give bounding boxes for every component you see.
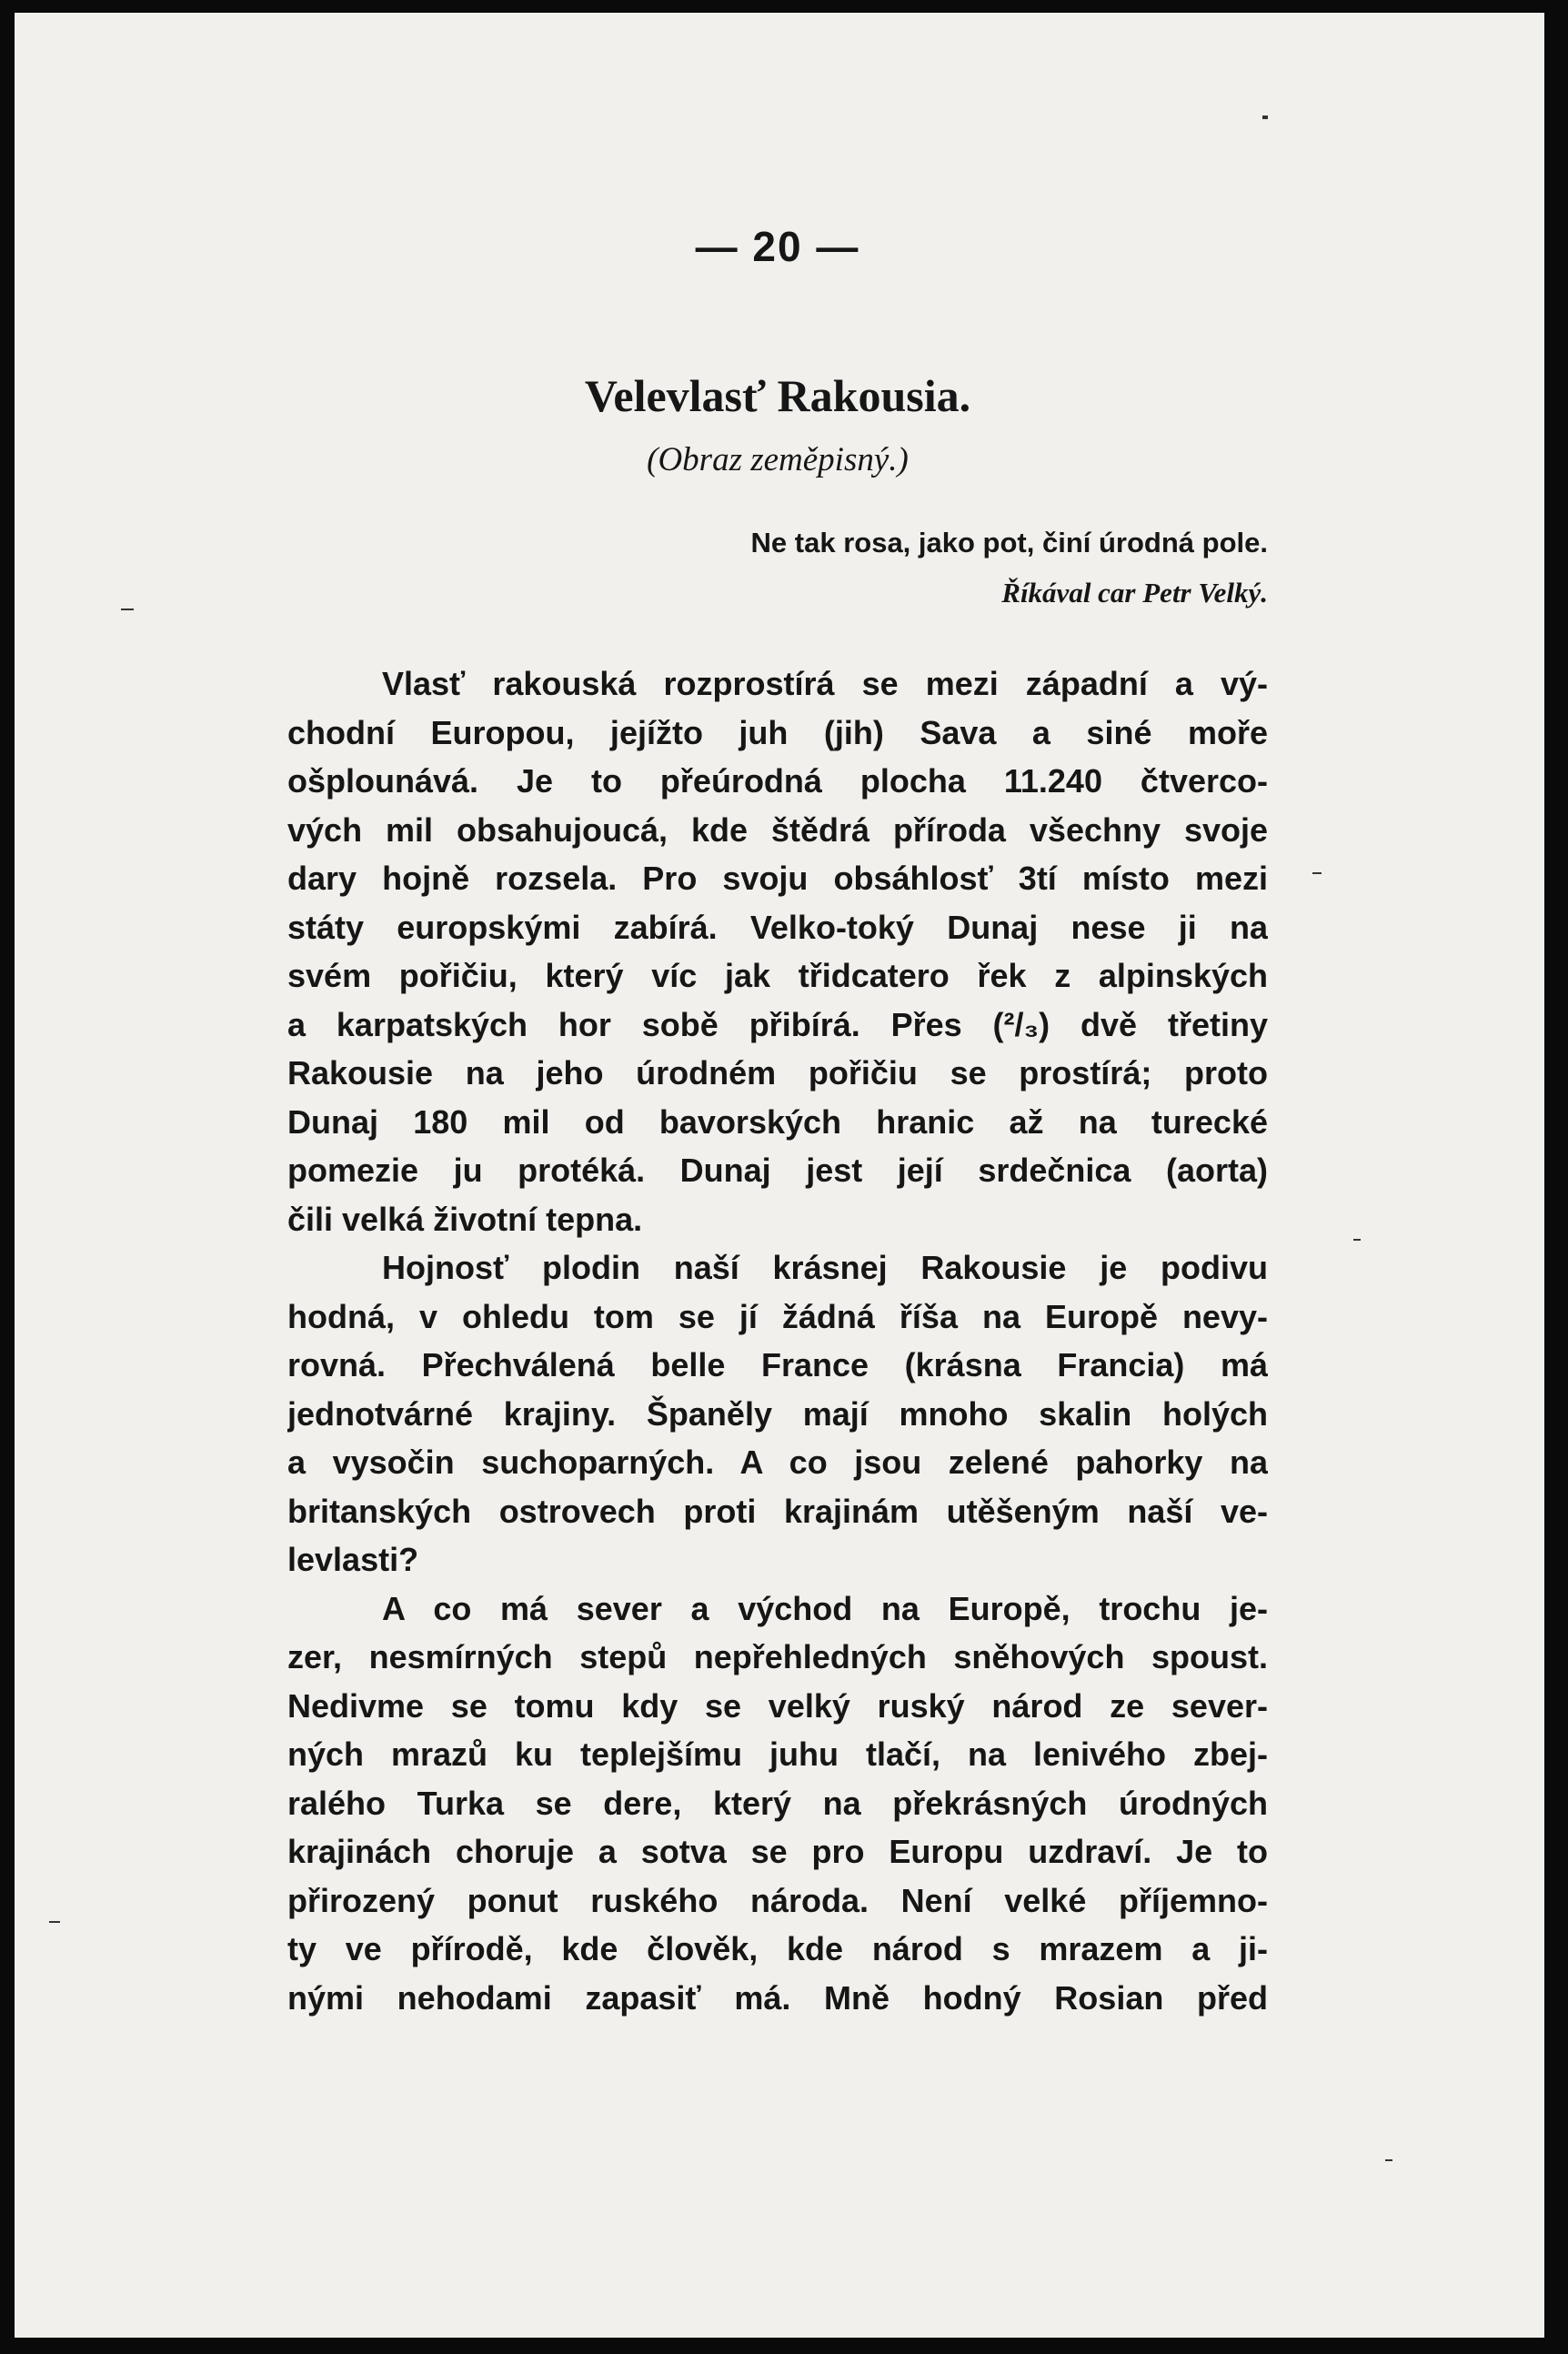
text-line: ných mrazů ku teplejšímu juhu tlačí, na lenivého zbej-	[287, 1735, 1268, 1773]
text-line: a vysočin suchoparných. A co jsou zelené pahorky na	[287, 1444, 1268, 1481]
scan-speck	[49, 1921, 60, 1923]
scan-speck	[1385, 2159, 1392, 2161]
text-line: dary hojně rozsela. Pro svoju obsáhlosť 3tí místo mezi	[287, 860, 1268, 897]
epigraph: Ne tak rosa, jako pot, činí úrodná pole.	[750, 527, 1268, 558]
text-line: a karpatských hor sobě přibírá. Přes (²/₃) dvě třetiny	[287, 1006, 1268, 1043]
article-subtitle: (Obraz zeměpisný.)	[647, 441, 909, 478]
text-line: britanských ostrovech proti krajinám utěšeným naší ve-	[287, 1493, 1268, 1530]
text-line: svém pořičiu, který víc jak třidcatero řek z alpinských	[287, 957, 1268, 994]
text-line: Hojnosť plodin naší krásnej Rakousie je podivu	[382, 1249, 1268, 1286]
text-line: zer, nesmírných stepů nepřehledných sněhových spoust.	[287, 1638, 1268, 1675]
epigraph-author: Říkával car Petr Velký.	[1001, 577, 1268, 609]
scan-speck	[1312, 872, 1322, 874]
text-line: čili velká životní tepna.	[287, 1201, 643, 1238]
text-line: pomezie ju protéká. Dunaj jest její srdečnica (aorta)	[287, 1152, 1268, 1189]
text-line: Vlasť rakouská rozprostírá se mezi západní a vý-	[382, 665, 1268, 702]
text-line: státy europskými zabírá. Velko-toký Dunaj nese ji na	[287, 909, 1268, 946]
text-line: krajinách choruje a sotva se pro Europu uzdraví. Je to	[287, 1833, 1268, 1870]
text-line: přirozený ponut ruského národa. Není velké příjemno-	[287, 1882, 1268, 1919]
text-line: A co má sever a východ na Europě, trochu je-	[382, 1590, 1268, 1627]
scan-speck	[1262, 116, 1268, 119]
book-page	[15, 13, 1544, 2338]
text-line: levlasti?	[287, 1541, 419, 1578]
scan-speck	[121, 609, 134, 610]
scan-speck	[1353, 1239, 1361, 1241]
text-line: Rakousie na jeho úrodném pořičiu se prostírá; proto	[287, 1054, 1268, 1091]
text-line: jednotvárné krajiny. Španěly mají mnoho skalin holých	[287, 1395, 1268, 1433]
text-line: nými nehodami zapasiť má. Mně hodný Rosian před	[287, 1979, 1268, 2017]
article-title: Velevlasť Rakousia.	[584, 370, 971, 421]
text-line: chodní Europou, jejížto juh (jih) Sava a siné moře	[287, 714, 1268, 751]
page-number: — 20 —	[695, 223, 860, 270]
text-line: rovná. Přechválená belle France (krásna Francia) má	[287, 1346, 1268, 1383]
text-line: Dunaj 180 mil od bavorských hranic až na turecké	[287, 1103, 1268, 1141]
text-line: hodná, v ohledu tom se jí žádná říša na Europě nevy-	[287, 1298, 1268, 1335]
text-line: vých mil obsahujoucá, kde štědrá příroda všechny svoje	[287, 811, 1268, 849]
text-line: ošplounává. Je to přeúrodná plocha 11.240 čtverco-	[287, 762, 1268, 800]
text-column	[287, 13, 1268, 2338]
text-line: Nedivme se tomu kdy se velký ruský národ ze sever-	[287, 1687, 1268, 1725]
text-line: ty ve přírodě, kde člověk, kde národ s mrazem a ji-	[287, 1930, 1268, 1967]
text-line: ralého Turka se dere, který na překrásných úrodných	[287, 1785, 1268, 1822]
